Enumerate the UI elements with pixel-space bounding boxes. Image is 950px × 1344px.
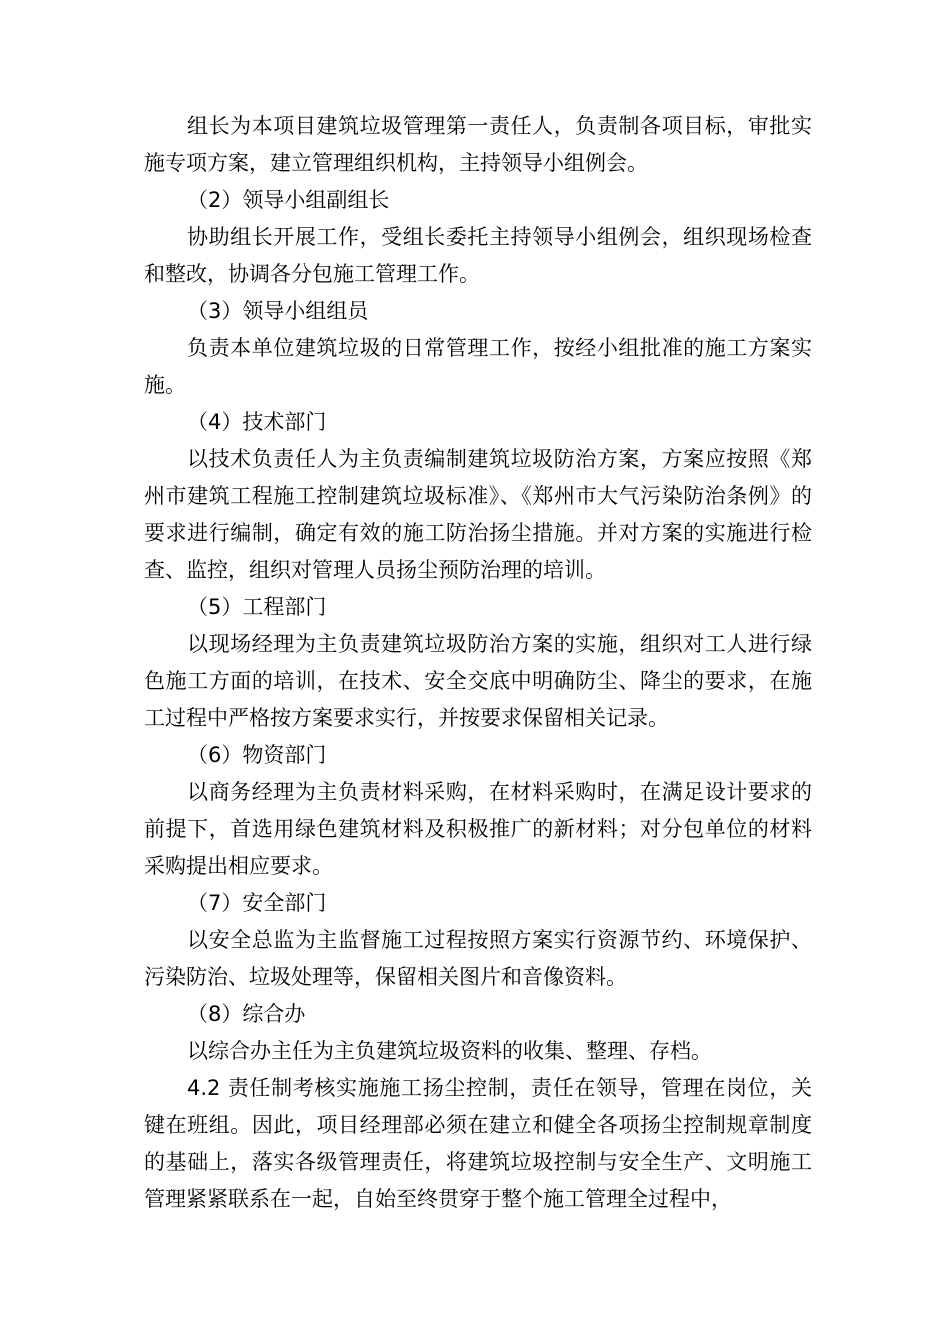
paragraph-deputy-duties: 协助组长开展工作，受组长委托主持领导小组例会，组织现场检查和整改，协调各分包施工管理工作。	[144, 225, 812, 286]
heading-engineering-dept: （5）工程部门	[187, 595, 327, 619]
heading-deputy-leader: （2）领导小组副组长	[187, 188, 390, 212]
paragraph-responsibility-assessment: 4.2 责任制考核实施施工扬尘控制，责任在领导，管理在岗位，关键在班组。因此，项目经理部必须在建立和健全各项扬尘控制规章制度的基础上，落实各级管理责任，将建筑垃圾控制与安全生产、文明施工管理紧紧联系在一起，自始至终贯穿于整个施工管理全过程中，	[144, 1076, 812, 1211]
document-page	[144, 108, 812, 1218]
paragraph-materials-duties: 以商务经理为主负责材料采购，在材料采购时，在满足设计要求的前提下，首选用绿色建筑材料及积极推广的新材料；对分包单位的材料采购提出相应要求。	[144, 780, 812, 878]
heading-technical-dept: （4）技术部门	[187, 410, 327, 434]
heading-team-members: （3）领导小组组员	[187, 299, 369, 323]
heading-materials-dept: （6）物资部门	[187, 743, 327, 767]
paragraph-technical-duties: 以技术负责任人为主负责编制建筑垃圾防治方案，方案应按照《郑州市建筑工程施工控制建筑垃圾标准》、《郑州市大气污染防治条例》的要求进行编制，确定有效的施工防治扬尘措施。并对方案的实施进行检查、监控，组织对管理人员扬尘预防治理的培训。	[144, 447, 812, 582]
paragraph-member-duties: 负责本单位建筑垃圾的日常管理工作，按经小组批准的施工方案实施。	[144, 336, 812, 397]
paragraph-safety-duties: 以安全总监为主监督施工过程按照方案实行资源节约、环境保护、污染防治、垃圾处理等，保留相关图片和音像资料。	[144, 928, 812, 989]
heading-safety-dept: （7）安全部门	[187, 891, 327, 915]
paragraph-leader-duties: 组长为本项目建筑垃圾管理第一责任人，负责制各项目标，审批实施专项方案，建立管理组织机构，主持领导小组例会。	[144, 114, 812, 175]
paragraph-engineering-duties: 以现场经理为主负责建筑垃圾防治方案的实施，组织对工人进行绿色施工方面的培训，在技术、安全交底中明确防尘、降尘的要求，在施工过程中严格按方案要求实行，并按要求保留相关记录。	[144, 632, 812, 730]
heading-general-office: （8）综合办	[187, 1002, 306, 1026]
paragraph-office-duties: 以综合办主任为主负建筑垃圾资料的收集、整理、存档。	[187, 1039, 712, 1063]
